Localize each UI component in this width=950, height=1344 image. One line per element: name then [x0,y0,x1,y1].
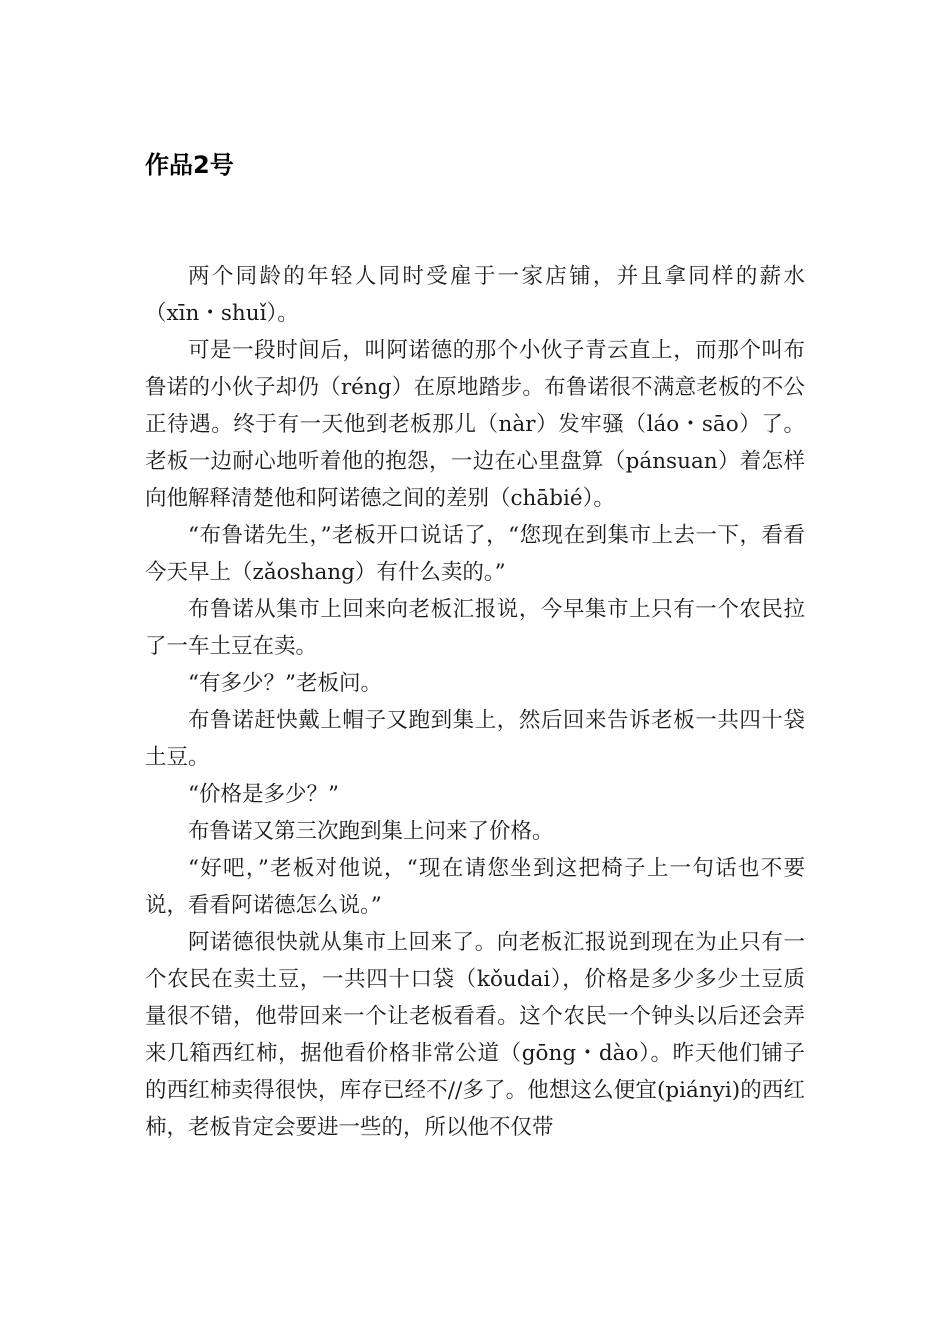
paragraph: 布鲁诺从集市上回来向老板汇报说，今早集市上只有一个农民拉了一车土豆在卖。 [145,597,805,659]
paragraph: 布鲁诺赶快戴上帽子又跑到集上，然后回来告诉老板一共四十袋土豆。 [145,708,805,770]
paragraph: “好吧，”老板对他说，“现在请您坐到这把椅子上一句话也不要说，看看阿诺德怎么说。” [145,856,805,918]
document-title: 作品2号 [145,151,234,179]
paragraph: 两个同龄的年轻人同时受雇于一家店铺，并且拿同样的薪水（xīn・shuǐ）。 [145,264,805,326]
paragraph: 阿诺德很快就从集市上回来了。向老板汇报说到现在为止只有一个农民在卖土豆，一共四十口袋（kǒudai），价格是多少多少土豆质量很不错，他带回来一个让老板看看。这个农民一个钟头以后还会弄来几箱西红柿，据他看价格非常公道（gōng・dào）。昨天他们铺子的西红柿卖得很快，库存已经不//多了。他想这么便宜(piányi)的西红柿，老板肯定会要进一些的，所以他不仅带 [145,930,805,1140]
paragraph: “价格是多少？” [188,782,339,807]
paragraph: 可是一段时间后，叫阿诺德的那个小伙子青云直上，而那个叫布鲁诺的小伙子却仍（réng）在原地踏步。布鲁诺很不满意老板的不公正待遇。终于有一天他到老板那儿（nàr）发牢骚（láo・sāo）了。老板一边耐心地听着他的抱怨，一边在心里盘算（pánsuan）着怎样向他解释清楚他和阿诺德之间的差别（chābié）。 [145,338,805,511]
document-body [145,258,805,1146]
paragraph: 布鲁诺又第三次跑到集上问来了价格。 [188,819,554,844]
paragraph: “布鲁诺先生，”老板开口说话了，“您现在到集市上去一下，看看今天早上（zǎoshang）有什么卖的。” [145,523,805,585]
paragraph: “有多少？”老板问。 [188,671,382,696]
